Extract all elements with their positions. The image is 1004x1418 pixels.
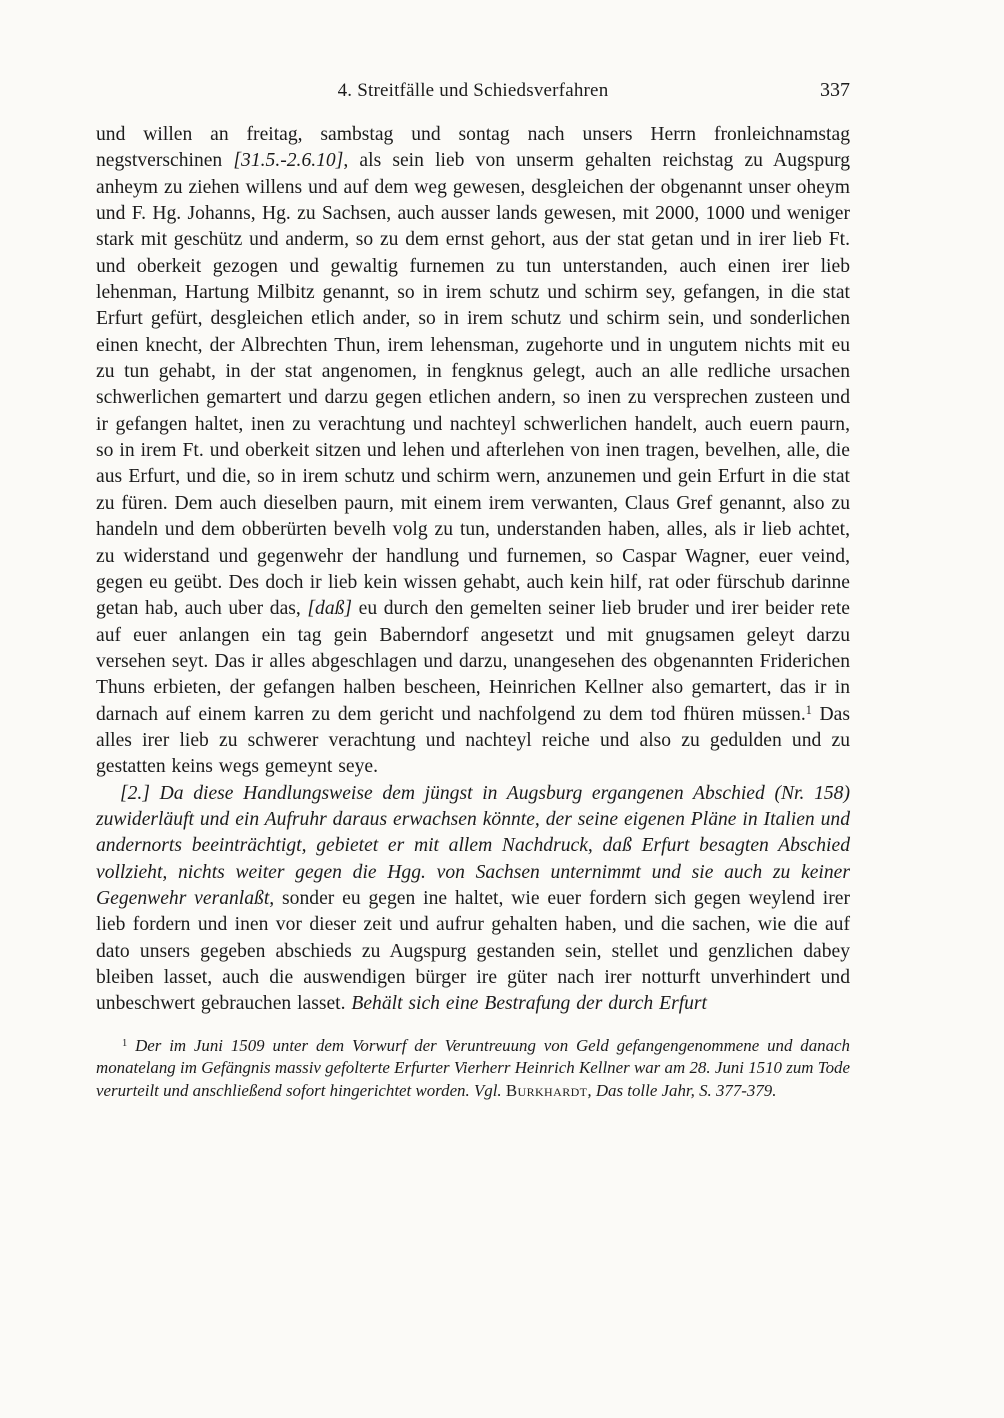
text-segment: Burkhardt — [505, 1080, 588, 1100]
text-segment: [31.5.-2.6.10] — [233, 150, 344, 172]
page-number: 337 — [820, 79, 850, 101]
text-segment: Das alles irer lieb zu schwerer verachtung und nachteyl reiche und also zu gedulden und zu gestatten keins wegs gemeynt seye. — [96, 703, 850, 778]
running-header-chapter-title: 4. Streitfälle und Schiedsverfahren — [337, 80, 609, 101]
paragraph — [96, 781, 850, 1018]
text-segment: eu durch den gemelten seiner lieb bruder und irer beider rete auf euer anlangen ein tag gein Baberndorf angesetzt und mit gnugsamen geleyt darzu versehen seyt. Das ir alles abgeschlagen und darzu, unangesehen des obgenannten Friderichen Thuns erbieten, der gefangen halben bescheen, Heinrichen Kellner also gemartert, das ir in darnach auf einem karren zu dem gericht und nachfolgend zu dem tod fhüren müssen. — [96, 598, 850, 725]
text-segment: , Das tolle Jahr, S. 377-379. — [587, 1080, 777, 1100]
text-segment: Behält sich eine Bestrafung der durch Erfurt — [351, 993, 708, 1015]
body-text — [96, 122, 850, 1018]
footnote-section — [96, 1035, 850, 1102]
text-segment: und willen an freitag, sambstag und sontag nach unsers Herrn fronleichnamstag negstverschinen — [96, 124, 850, 172]
text-segment: , als sein lieb von unserm gehalten reichstag zu Augspurg anheym zu ziehen willens und auf dem weg gewesen, desgleichen der obgenannt unser oheym und F. Hg. Johanns, Hg. zu Sachsen, auch ausser lands gewesen, mit 2000, 1000 und weniger stark mit geschütz und anderm, so zu dem ernst gehort, aus der stat getan und in irer lieb Ft. und oberkeit gezogen und gewaltig furnemen zu tun unterstanden, auch einen irer lieb lehenman, Hartung Milbitz genannt, so in irem schutz und schirm sey, gefangen, in die stat Erfurt gefürt, desgleichen etlich ander, so in irem schutz und schirm sein, und sonderlichen einen knecht, der Albrechten Thun, irem lehensman, zugehorte und in ungutem nichts mit eu zu tun gehabt, in der stat angenomen, in fengknus gelegt, auch an alle redliche ursachen schwerlichen gemartert und darzu gegen etlichen andern, so inen zu versprechen zusteen und ir gefangen haltet, inen zu verachtung und nachteyl schwerlichen handelt, auch euern paurn, so in irem Ft. und oberkeit sitzen und lehen und afterlehen von inen tragen, bevelhen, alle, die aus Erfurt, und die, so in irem schutz und schirm wern, anzunemen und gein Erfurt in die stat zu füren. Dem auch dieselben paurn, mit einem irem verwanten, Claus Gref genannt, also zu handeln und dem obberürten bevelh volg zu tun, understanden haben, alles, als ir lieb achtet, zu widerstand und gegenwehr der handlung und furnemen, so Caspar Wagner, euer veind, gegen eu geübt. Des doch ir lieb kein wissen gehabt, auch kein hilf, rat oder fürschub darinne getan hab, auch uber das, — [96, 150, 850, 620]
text-segment: Der im Juni 1509 unter dem Vorwurf der Veruntreuung von Geld gefangengenommene und danach monatelang im Gefängnis massiv gefolterte Erfurter Vierherr Heinrich Kellner war am 28. Juni 1510 zum Tode verurteilt und anschließend sofort hingerichtet worden. Vgl. — [96, 1035, 850, 1100]
paragraph — [96, 1035, 850, 1102]
footnote-text — [96, 1035, 850, 1102]
page-header — [96, 80, 850, 106]
text-segment: [2.] Da diese Handlungsweise dem jüngst in Augsburg ergangenen Abschied (Nr. 158) zuwiderläuft und ein Aufruhr daraus erwachsen könnte, der seine eigenen Pläne in Italien und andernorts beeinträchtigt, gebietet er mit allem Nachdruck, daß Erfurt besagten Abschied vollzieht, nichts weiter gegen die Hgg. von Sachsen unternimmt und sie auch zu keiner Gegenwehr veranlaßt, — [96, 782, 850, 909]
paragraph — [96, 122, 850, 781]
footnote-reference: 1 — [805, 703, 812, 718]
footnote-reference: 1 — [122, 1037, 128, 1049]
text-segment: [daß] — [307, 598, 353, 620]
text-segment: sonder eu gegen ine haltet, wie euer fordern sich gegen weylend irer lieb fordern und inen vor dieser zeit und aufrur gehalten haben, und die sachen, wie die auf dato unsers gegeben abschieds zu Augspurg gestanden sein, stellet und genzlichen dabey bleiben lasset, auch die auswendigen bürger ire güter nach irer notturft unverhindert und unbeschwert gebrauchen lasset. — [96, 887, 850, 1015]
